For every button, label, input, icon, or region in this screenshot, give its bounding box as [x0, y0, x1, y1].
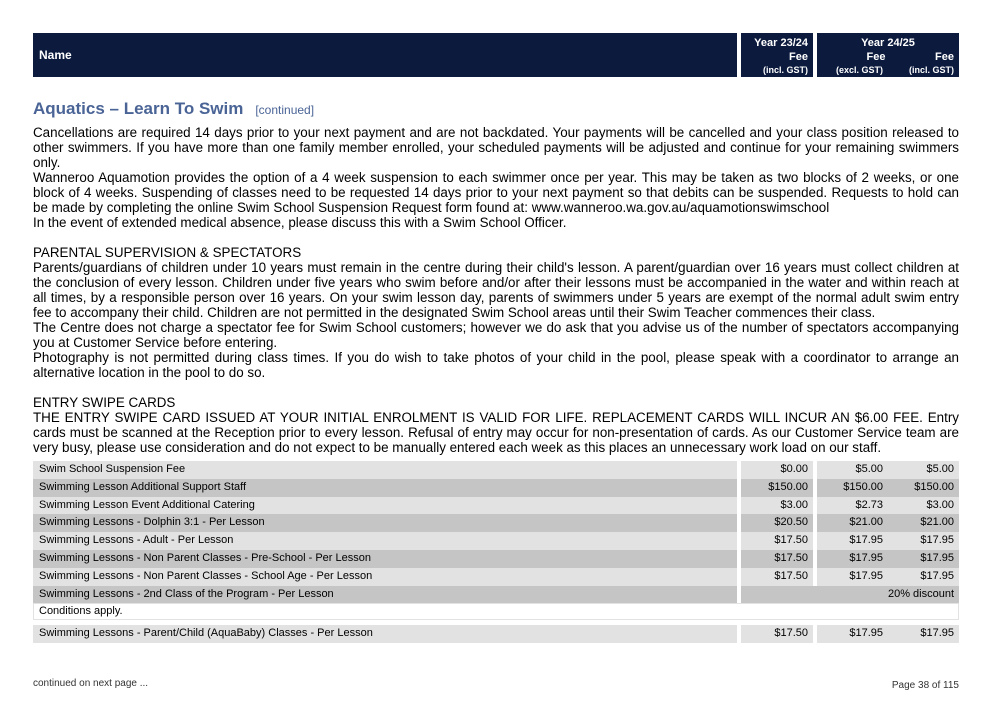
- policy-text: [33, 125, 959, 455]
- fee-table: [33, 461, 959, 643]
- paragraph: Wanneroo Aquamotion provides the option of a 4 week suspension to each swimmer once per year. This may be taken as two blocks of 2 weeks, or one block of 4 weeks. Suspending of classes need to be requested 14 days prior to your next payment so that debits can be suspended. Requests to hold can be made by completing the online Swim School Suspension Request form found at: www.wanneroo.wa.gov.au/aquamotionswimschool: [33, 170, 959, 215]
- heading-parental-supervision: PARENTAL SUPERVISION & SPECTATORS: [33, 245, 302, 260]
- paragraph: Cancellations are required 14 days prior to your next payment and are not backdated. Your payments will be cancelled and your class position released to other swimmers. If you have more than one family member enrolled, your scheduled payments will be adjusted and continue for your remaining swimmers only.: [33, 125, 959, 170]
- fee-schedule-page: [33, 33, 959, 643]
- table-header: [33, 33, 959, 77]
- header-year-24-25: Year 24/25 Fee Fee (excl. GST) (incl. GST): [817, 33, 959, 77]
- table-row: Swimming Lesson Additional Support Staff $150.00 $150.00 $150.00: [33, 479, 959, 497]
- paragraph: In the event of extended medical absence, please discuss this with a Swim School Officer.: [33, 215, 567, 230]
- table-row-discount: Swimming Lessons - 2nd Class of the Program - Per Lesson 20% discount: [33, 586, 959, 604]
- header-year-23-24: Year 23/24 Fee (incl. GST): [741, 33, 813, 77]
- table-row: Swimming Lessons - Non Parent Classes - Pre-School - Per Lesson $17.50 $17.95 $17.95: [33, 550, 959, 568]
- continued-note: continued on next page ...: [33, 678, 149, 689]
- section-continued: [continued]: [255, 103, 315, 117]
- paragraph: Parents/guardians of children under 10 years must remain in the centre during their child's lesson. A parent/guardian over 16 years must collect children at the conclusion of every lesson. Children under five years who swim before and/or after their lessons must be accompanied in the water and within reach at all times, by a responsible person over 16 years. On your swim lesson day, parents of swimmers under 5 years are exempt of the normal adult swim entry fee to accompany their child. Children are not permitted in the designated Swim School areas until their Swim Teacher commences their class.: [33, 260, 959, 320]
- paragraph: The Centre does not charge a spectator fee for Swim School customers; however we do ask that you advise us of the number of spectators accompanying you at Customer Service before entering.: [33, 320, 959, 350]
- page-number: Page 38 of 115: [891, 680, 959, 691]
- section-title: Aquatics – Learn To Swim: [33, 99, 244, 118]
- table-row: Swimming Lessons - Dolphin 3:1 - Per Lesson $20.50 $21.00 $21.00: [33, 514, 959, 532]
- table-row: Swimming Lessons - Parent/Child (AquaBaby) Classes - Per Lesson $17.50 $17.95 $17.95: [33, 625, 959, 643]
- conditions-row: Conditions apply.: [33, 603, 959, 620]
- paragraph: Photography is not permitted during class times. If you do wish to take photos of your child in the pool, please speak with a coordinator to arrange an alternative location in the pool to do so.: [33, 350, 959, 380]
- paragraph: THE ENTRY SWIPE CARD ISSUED AT YOUR INITIAL ENROLMENT IS VALID FOR LIFE. REPLACEMENT CARDS WILL INCUR AN $6.00 FEE. Entry cards must be scanned at the Reception prior to every lesson. Refusal of entry may occur for non-presentation of cards. As our Customer Service team are very busy, please use consideration and do not expect to be manually entered each week as this places an unnecessary work load on our staff.: [33, 410, 959, 455]
- table-row: Swimming Lessons - Adult - Per Lesson $17.50 $17.95 $17.95: [33, 532, 959, 550]
- heading-entry-swipe-cards: ENTRY SWIPE CARDS: [33, 395, 176, 410]
- section-heading: [33, 99, 959, 119]
- header-name: Name: [33, 33, 737, 77]
- table-row: Swim School Suspension Fee $0.00 $5.00 $5.00: [33, 461, 959, 479]
- table-row: Swimming Lesson Event Additional Catering $3.00 $2.73 $3.00: [33, 497, 959, 515]
- table-row: Swimming Lessons - Non Parent Classes - School Age - Per Lesson $17.50 $17.95 $17.95: [33, 568, 959, 586]
